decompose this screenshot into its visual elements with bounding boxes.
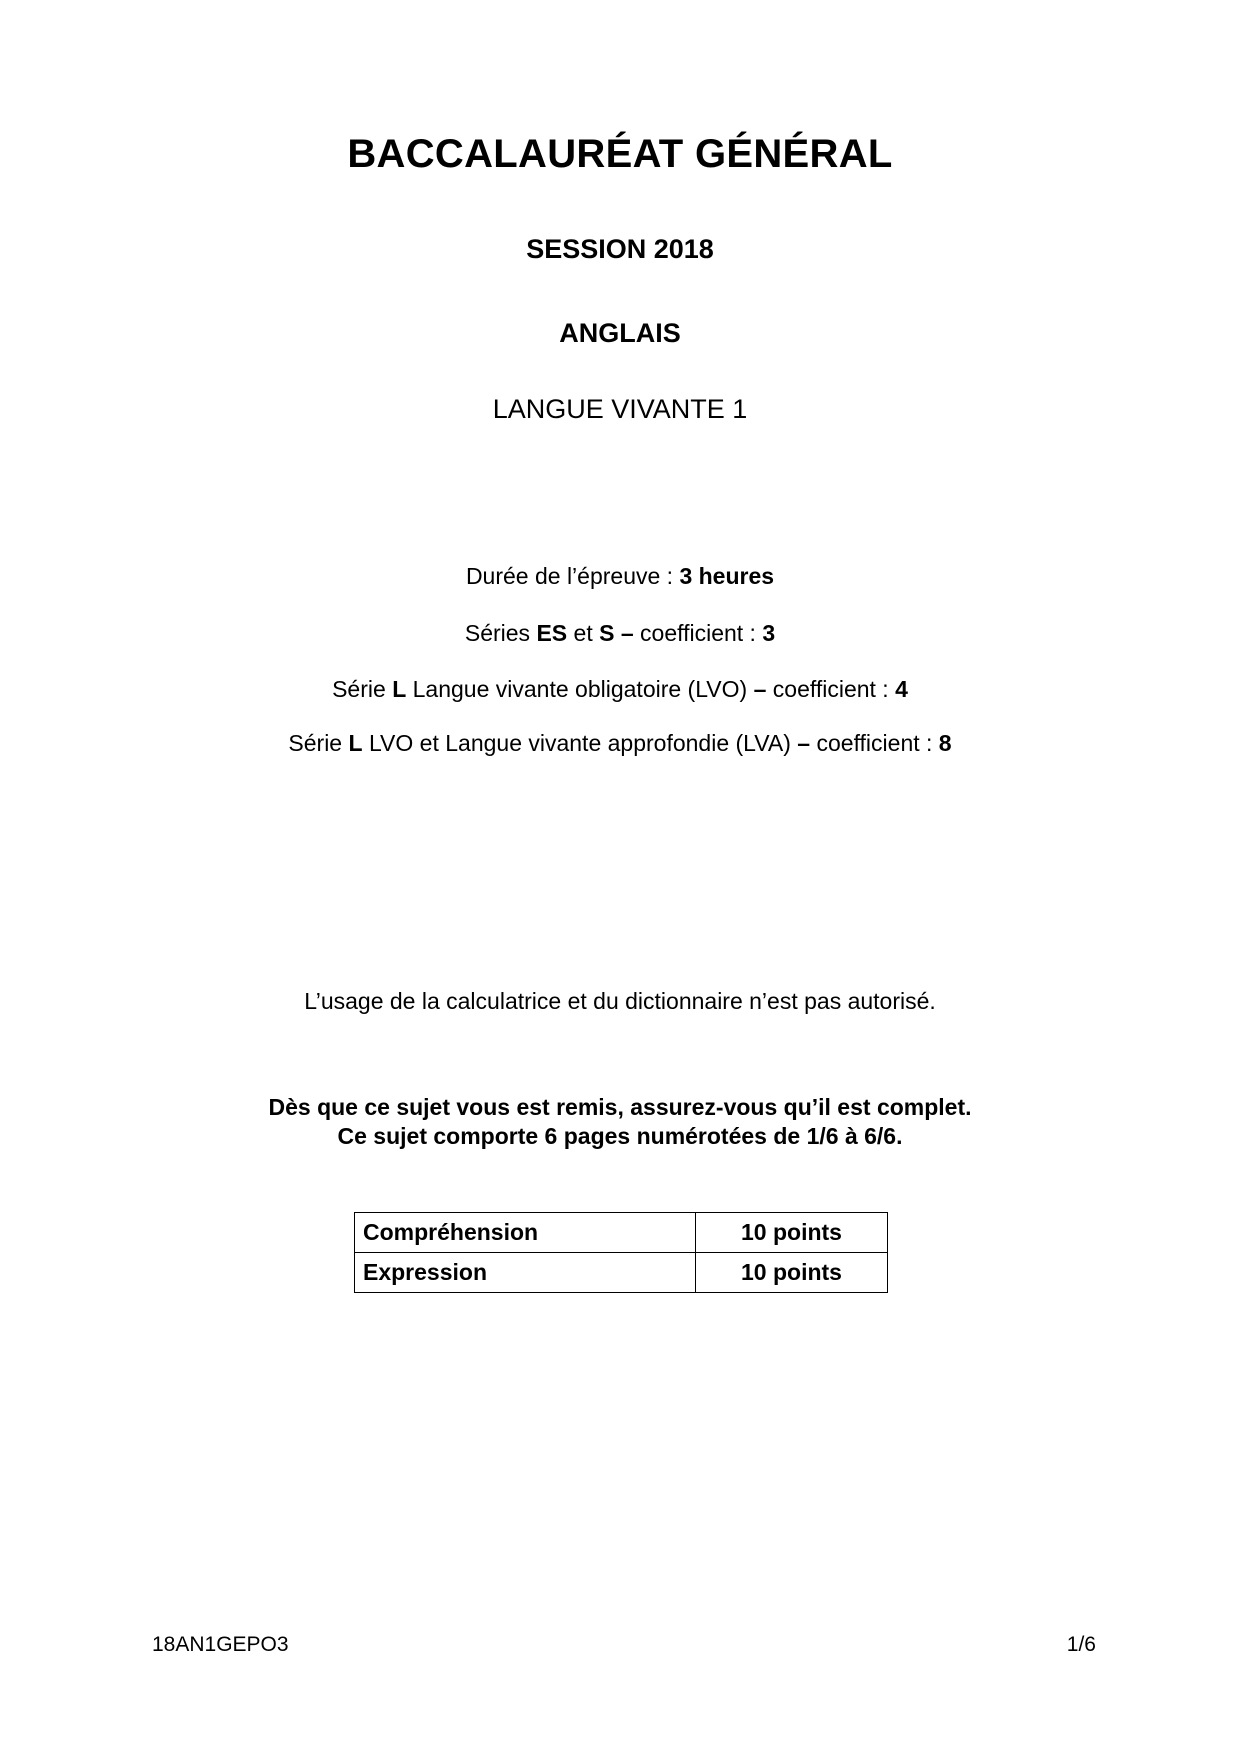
usage-notice: L’usage de la calculatrice et du dictionnaire n’est pas autorisé. — [304, 988, 936, 1014]
series-l-lva-prefix: Série — [288, 730, 349, 756]
points-table — [354, 1212, 888, 1293]
exam-code: 18AN1GEPO3 — [152, 1633, 289, 1656]
table-row — [355, 1253, 888, 1293]
session-year: SESSION 2018 — [526, 234, 714, 264]
language-level: LANGUE VIVANTE 1 — [492, 394, 748, 424]
series-l-lvo-coef-label: coefficient : — [766, 676, 896, 702]
series-l-lva-text: LVO et Langue vivante approfondie (LVA) — [362, 730, 798, 756]
series-s: S — [599, 620, 615, 646]
subject-name: ANGLAIS — [559, 318, 681, 348]
series-es-s-coef-value: 3 — [762, 620, 776, 646]
series-l-lvo-prefix: Série — [332, 676, 393, 702]
series-es-s-prefix: Séries — [464, 620, 537, 646]
section-points: 10 points — [696, 1213, 888, 1253]
series-es: ES — [536, 620, 568, 646]
series-es-s-coef-label: coefficient : — [640, 620, 763, 646]
series-l-lva-coef-label: coefficient : — [810, 730, 939, 756]
series-l-lvo-series: L — [392, 676, 407, 702]
table-row — [355, 1213, 888, 1253]
series-es-s-dash: – — [614, 620, 641, 646]
series-l-lvo-coef-value: 4 — [895, 676, 908, 702]
completeness-notice-line1: Dès que ce sujet vous est remis, assurez-vous qu’il est complet. — [268, 1094, 972, 1120]
series-l-lva-dash: – — [797, 730, 811, 756]
duration-value: 3 heures — [679, 563, 775, 589]
completeness-notice-line2: Ce sujet comporte 6 pages numérotées de 1/6 à 6/6. — [337, 1123, 903, 1149]
series-l-lva-series: L — [348, 730, 363, 756]
series-l-lvo-line — [0, 676, 1240, 703]
duration-line — [0, 563, 1240, 590]
section-name: Expression — [355, 1253, 696, 1293]
series-l-lva-line — [0, 730, 1240, 757]
series-l-lvo-dash: – — [753, 676, 767, 702]
duration-label: Durée de l’épreuve : — [465, 563, 680, 589]
series-es-s-line — [0, 620, 1240, 647]
series-joiner: et — [567, 620, 600, 646]
page-number: 1/6 — [1066, 1633, 1096, 1656]
section-name: Compréhension — [355, 1213, 696, 1253]
exam-title: BACCALAURÉAT GÉNÉRAL — [347, 132, 893, 176]
section-points: 10 points — [696, 1253, 888, 1293]
series-l-lva-coef-value: 8 — [938, 730, 952, 756]
series-l-lvo-text: Langue vivante obligatoire (LVO) — [406, 676, 754, 702]
